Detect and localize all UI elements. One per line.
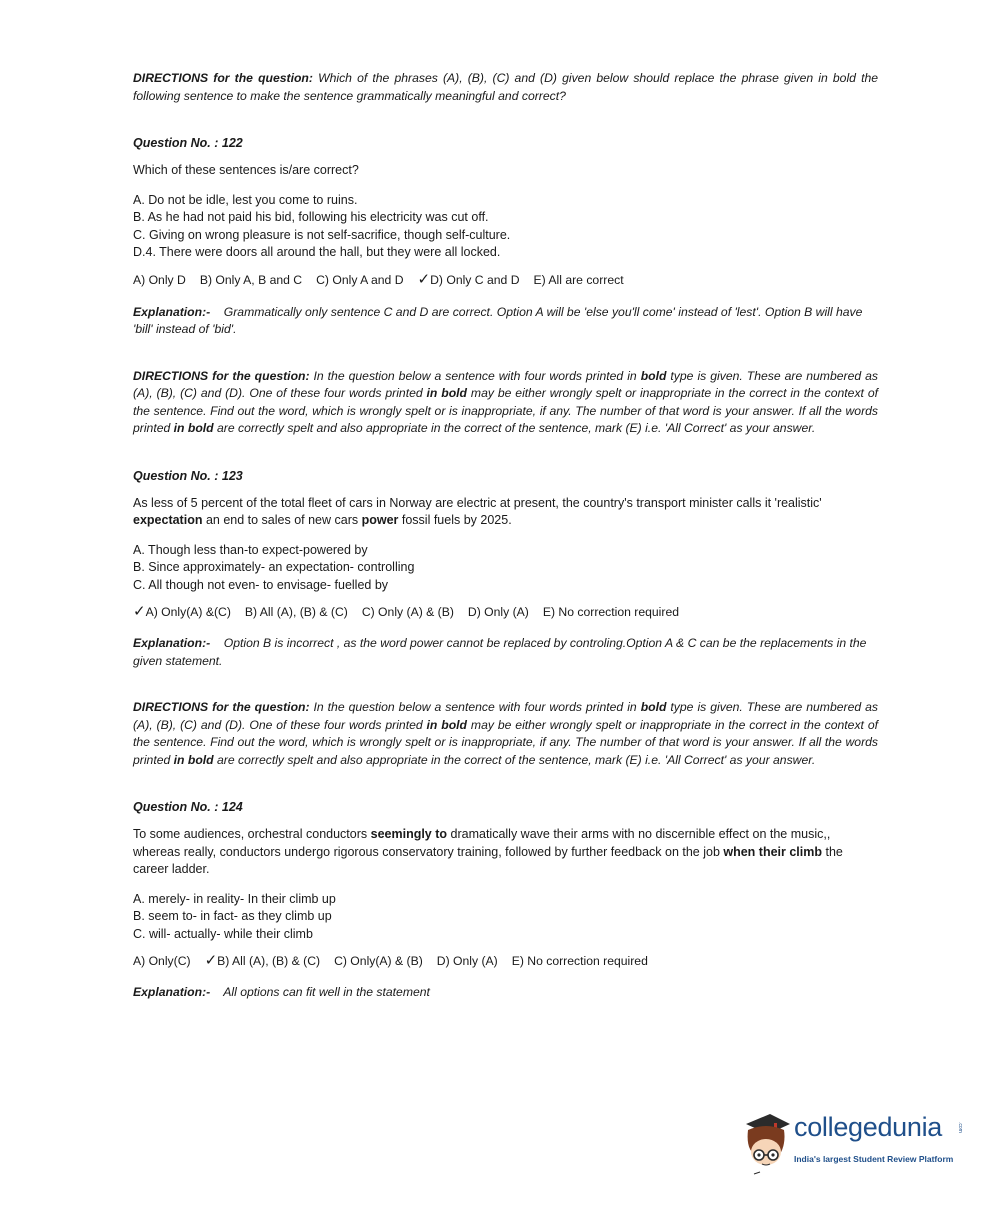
options-122 — [133, 271, 878, 289]
option-b: B) Only A, B and C — [199, 272, 303, 287]
question-text-123: As less of 5 percent of the total fleet of cars in Norway are electric at present, the country's transport minister calls it 'realistic' expectation an end to sales of new cars power fossil fuels by 2025. — [133, 495, 822, 527]
option-e: E) All are correct — [533, 272, 624, 287]
option-c: C) Only (A) & (B) — [361, 605, 454, 619]
content — [133, 70, 878, 1002]
statement-a: A. merely- in reality- In their climb up — [133, 891, 336, 906]
option-d-correct: ✓D) Only C and D — [417, 270, 520, 288]
logo-wordmark: collegedunia — [794, 1112, 943, 1142]
option-e: E) No correction required — [511, 954, 648, 968]
checkmark-icon: ✓ — [204, 952, 218, 969]
option-d: D) Only (A) — [467, 605, 529, 619]
option-a: A) Only D — [133, 272, 186, 287]
option-a: A) Only(C) — [133, 954, 191, 968]
statement-c: C. Giving on wrong pleasure is not self-sacrifice, though self-culture. — [133, 227, 511, 242]
option-a-correct: ✓A) Only(A) &(C) — [133, 603, 231, 620]
question-text-124: To some audiences, orchestral conductors seemingly to dramatically wave their arms with no discernible effect on the music,, whereas really, conductors undergo rigorous conservatory training, followed by further feedback on the job when their climb the career ladder. — [133, 827, 843, 876]
explanation-122: Explanation:- Grammatically only sentence C and D are correct. Option A will be 'else you'll come' instead of 'lest'. Option B will have 'bill' instead of 'bid'. — [133, 304, 863, 336]
logo-tagline: India's largest Student Review Platform — [794, 1154, 954, 1164]
statement-a: A. Though less than-to expect-powered by — [133, 542, 368, 557]
mascot-icon — [740, 1108, 794, 1178]
option-c: C) Only(A) & (B) — [334, 954, 423, 968]
option-c: C) Only A and D — [316, 272, 404, 287]
checkmark-icon: ✓ — [133, 603, 146, 620]
checkmark-icon: ✓ — [417, 270, 431, 288]
directions-q124: DIRECTIONS for the question: In the question below a sentence with four words printed in bold type is given. These are numbered as (A), (B), (C) and (D). One of these four words printed in bold may be either wrongly spelt or inappropriate in the correct in the context of the sentence. Find out the word, which is wrongly spelt or is inappropriate, if any. The number of that word is your answer. If all the words printed in bold are correctly spelt and also appropriate in the correct of the sentence, mark (E) i.e. 'All Correct' as your answer. — [133, 700, 879, 767]
question-number-124: Question No. : 124 — [133, 800, 243, 814]
question-text-122: Which of these sentences is/are correct? — [133, 163, 359, 177]
option-e: E) No correction required — [542, 605, 679, 619]
question-number-123: Question No. : 123 — [133, 468, 243, 483]
statement-a: A. Do not be idle, lest you come to ruins. — [133, 192, 358, 207]
statement-b: B. As he had not paid his bid, following his electricity was cut off. — [133, 210, 489, 224]
directions-q122: DIRECTIONS for the question: Which of the phrases (A), (B), (C) and (D) given below should replace the phrase given in bold the following sentence to make the sentence grammatically meaningful and correct? — [133, 71, 879, 103]
statement-c: C. will- actually- while their climb — [133, 926, 313, 941]
option-b-correct: ✓B) All (A), (B) & (C) — [204, 952, 321, 969]
logo-com: .com — [957, 1122, 963, 1133]
statement-d: D.4. There were doors all around the hall, but they were all locked. — [133, 245, 501, 259]
question-number-122: Question No. : 122 — [133, 136, 243, 150]
statement-b: B. seem to- in fact- as they climb up — [133, 909, 332, 923]
option-d: D) Only (A) — [436, 954, 498, 968]
collegedunia-logo — [740, 1108, 965, 1183]
explanation-124: Explanation:- All options can fit well in the statement — [133, 985, 430, 999]
directions-q123: DIRECTIONS for the question: In the question below a sentence with four words printed in bold type is given. These are numbered as (A), (B), (C) and (D). One of these four words printed in bold may be either wrongly spelt or inappropriate in the correct in the context of the sentence. Find out the word, which is wrongly spelt or is inappropriate, if any. The number of that word is your answer. If all the words printed in bold are correctly spelt and also appropriate in the correct of the sentence, mark (E) i.e. 'All Correct' as your answer. — [133, 368, 879, 435]
option-b: B) All (A), (B) & (C) — [244, 605, 348, 619]
statement-b: B. Since approximately- an expectation- controlling — [133, 560, 415, 574]
statement-c: C. All though not even- to envisage- fuelled by — [133, 577, 389, 592]
options-124 — [133, 952, 878, 970]
options-123 — [133, 603, 878, 621]
explanation-123: Explanation:- Option B is incorrect , as the word power cannot be replaced by controling.Option A & C can be the replacements in the given statement. — [133, 636, 867, 668]
